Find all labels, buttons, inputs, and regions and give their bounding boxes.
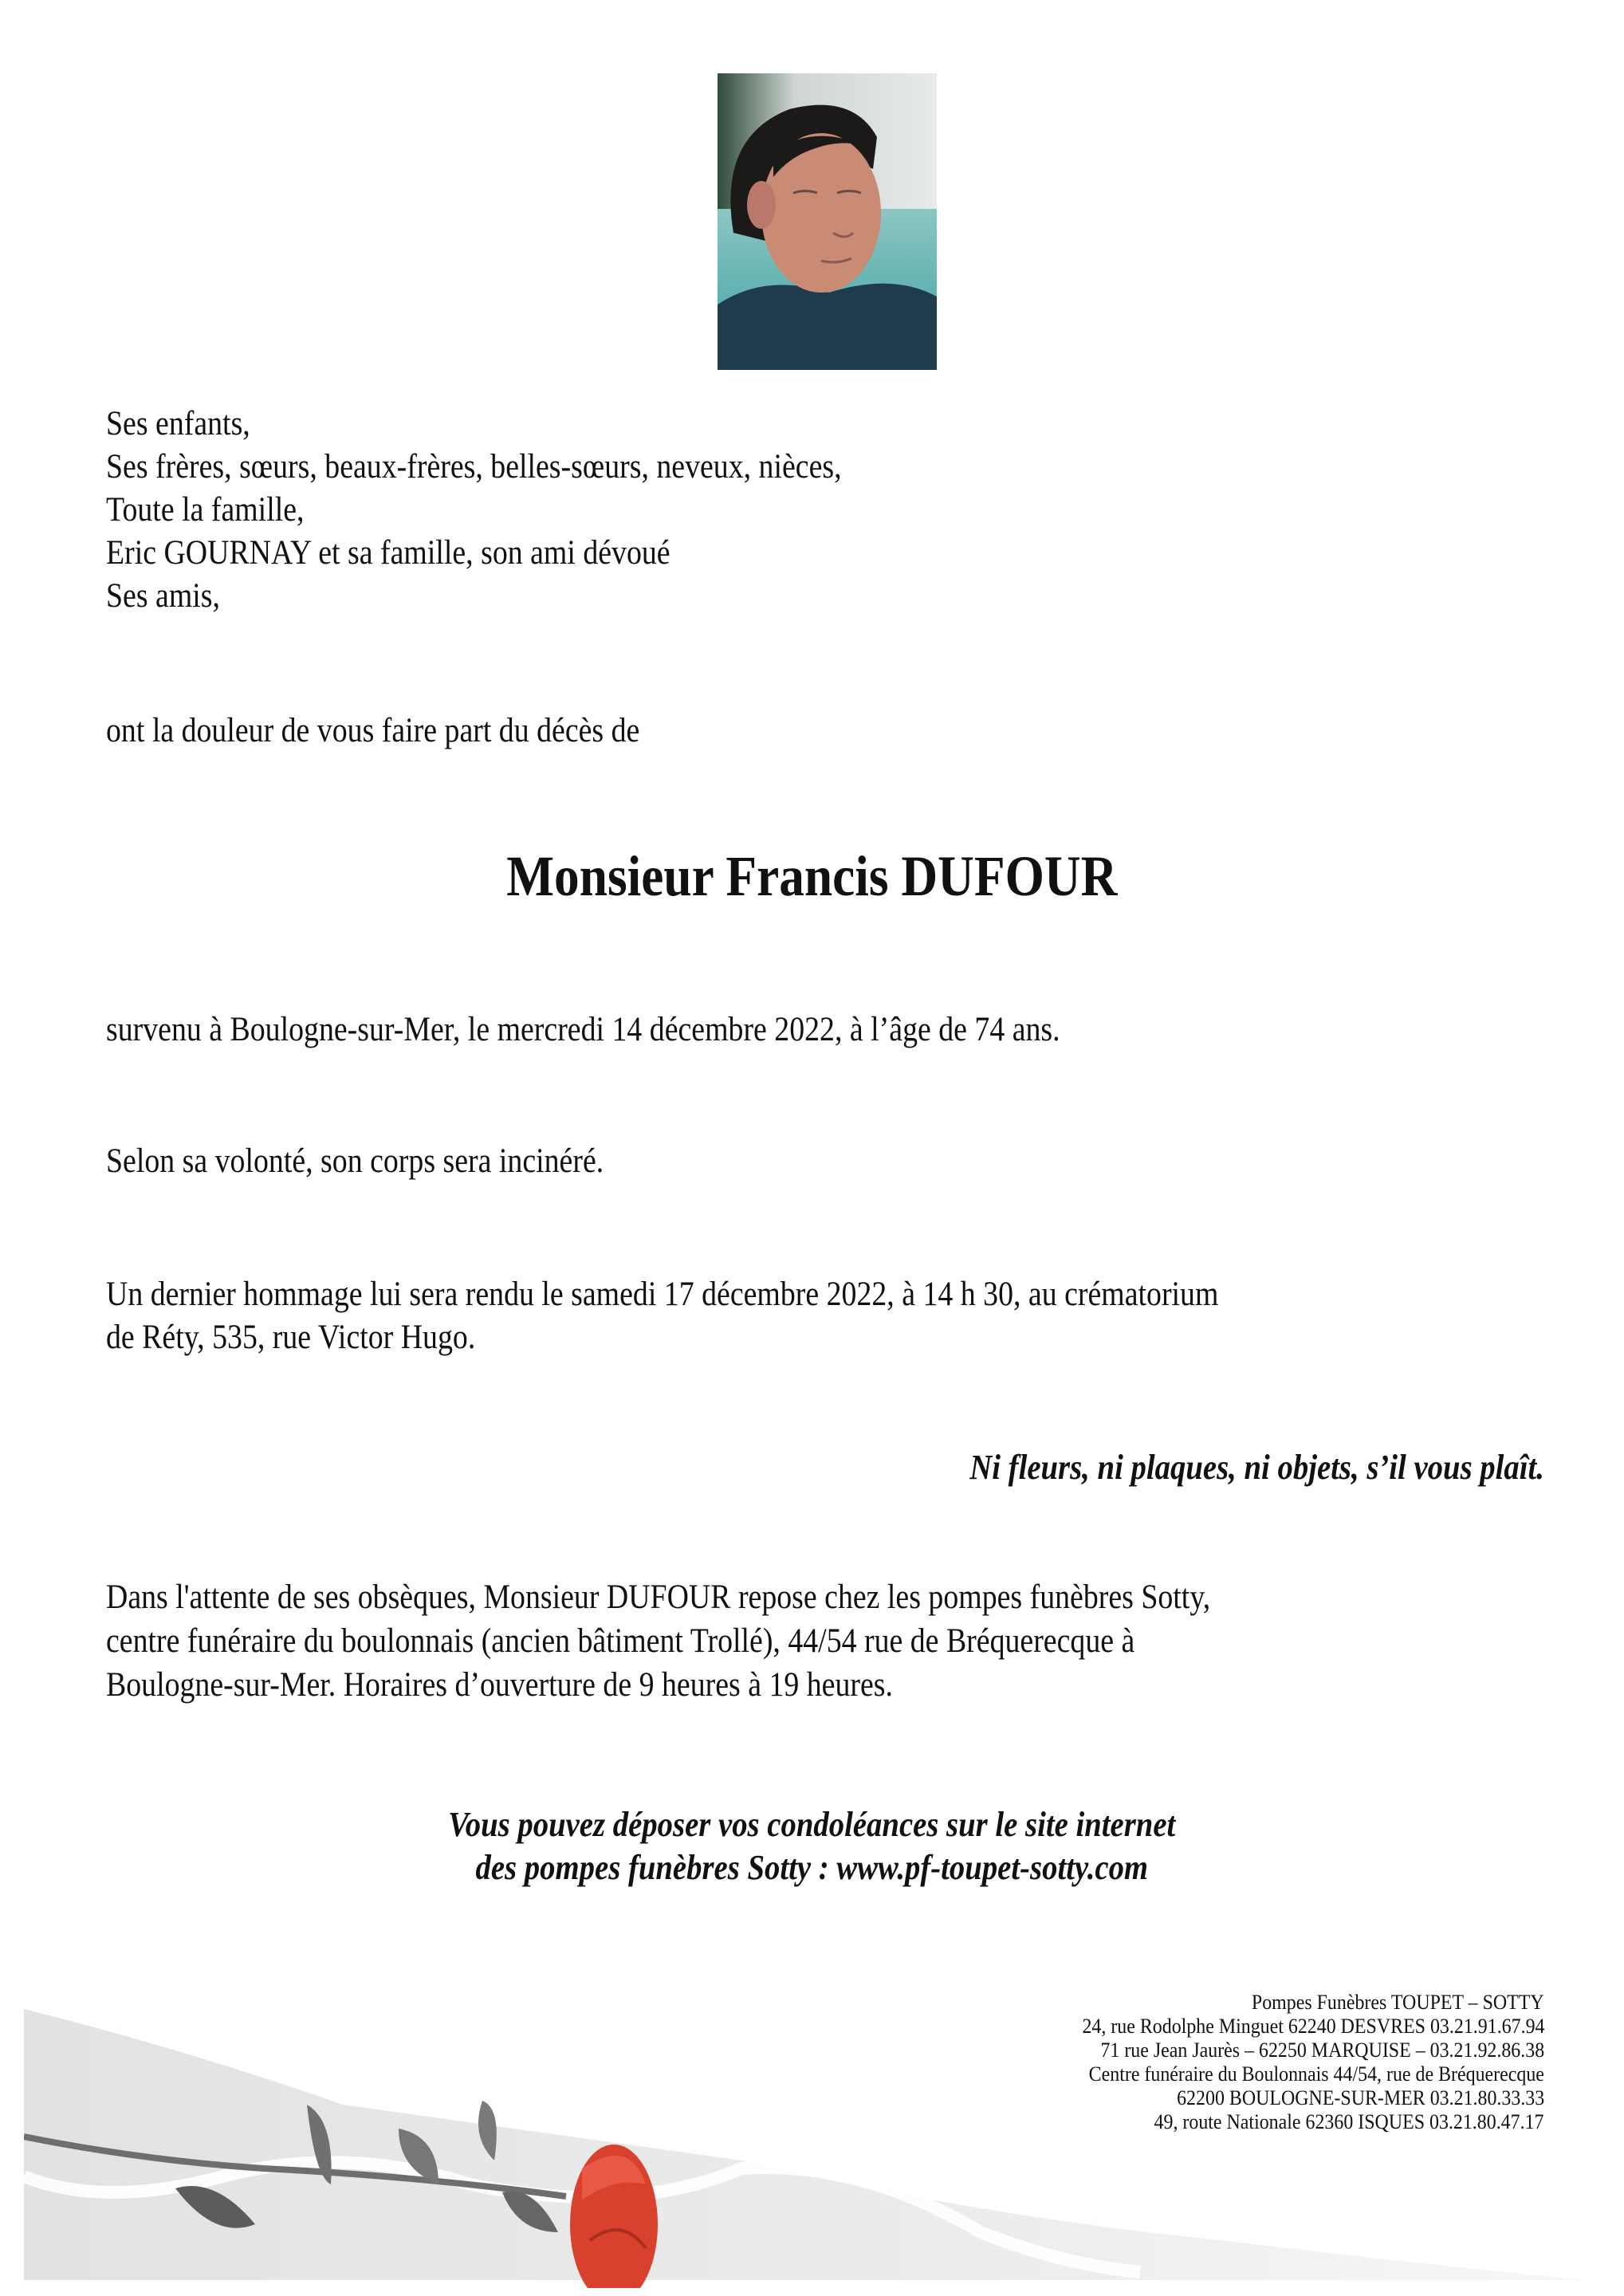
portrait-photo bbox=[718, 73, 937, 370]
deceased-name-text: Monsieur Francis DUFOUR bbox=[506, 844, 1118, 908]
family-line: Ses enfants, bbox=[106, 405, 250, 442]
death-details: survenu à Boulogne-sur-Mer, le mercredi 14 décembre 2022, à l’âge de 74 ans. bbox=[106, 1011, 1060, 1048]
family-line: Ses frères, sœurs, beaux-frères, belles-sœurs, neveux, nièces, bbox=[106, 448, 842, 486]
wake-line: centre funéraire du boulonnais (ancien bâtiment Trollé), 44/54 rue de Bréquerecque à bbox=[106, 1622, 1135, 1660]
announcement-text: ont la douleur de vous faire part du décès de bbox=[106, 712, 640, 749]
contact-line: 24, rue Rodolphe Minguet 62240 DESVRES 03.21.91.67.94 bbox=[1081, 2015, 1544, 2038]
flowers-note bbox=[891, 1447, 1544, 1488]
contact-line: 71 rue Jean Jaurès – 62250 MARQUISE – 03.21.92.86.38 bbox=[1100, 2038, 1544, 2062]
family-line: Eric GOURNAY et sa famille, son ami dévoué bbox=[106, 534, 670, 572]
family-line: Ses amis, bbox=[106, 577, 220, 615]
cremation-note: Selon sa volonté, son corps sera incinéré. bbox=[106, 1142, 604, 1180]
contact-line: Centre funéraire du Boulonnais 44/54, rue de Bréquerecque bbox=[1088, 2062, 1544, 2086]
deceased-name bbox=[0, 843, 1624, 910]
contact-line: 62200 BOULOGNE-SUR-MER 03.21.80.33.33 bbox=[1176, 2086, 1544, 2109]
condolences-note bbox=[0, 1803, 1624, 1889]
wake-line: Dans l'attente de ses obsèques, Monsieur DUFOUR repose chez les pompes funèbres Sotty, bbox=[106, 1578, 1211, 1616]
homage-line: Un dernier hommage lui sera rendu le samedi 17 décembre 2022, à 14 h 30, au crématorium bbox=[106, 1276, 1219, 1313]
condolences-line: Vous pouvez déposer vos condoléances sur le site internet bbox=[448, 1805, 1176, 1844]
homage-line: de Réty, 535, rue Victor Hugo. bbox=[106, 1319, 476, 1356]
family-list bbox=[106, 403, 842, 618]
homage-details bbox=[106, 1273, 1218, 1359]
condolences-line: des pompes funèbres Sotty : www.pf-toupet-sotty.com bbox=[475, 1848, 1149, 1887]
contact-line: Pompes Funèbres TOUPET – SOTTY bbox=[1252, 1991, 1544, 2014]
family-line: Toute la famille, bbox=[106, 491, 305, 529]
portrait-image bbox=[718, 73, 937, 370]
wake-details bbox=[106, 1576, 1210, 1708]
funeral-home-contact bbox=[1042, 1991, 1545, 2134]
wake-line: Boulogne-sur-Mer. Horaires d’ouverture de 9 heures à 19 heures. bbox=[106, 1666, 893, 1704]
flowers-note-text: Ni fleurs, ni plaques, ni objets, s’il vous plaît. bbox=[969, 1448, 1544, 1487]
contact-line: 49, route Nationale 62360 ISQUES 03.21.80.47.17 bbox=[1154, 2110, 1544, 2133]
